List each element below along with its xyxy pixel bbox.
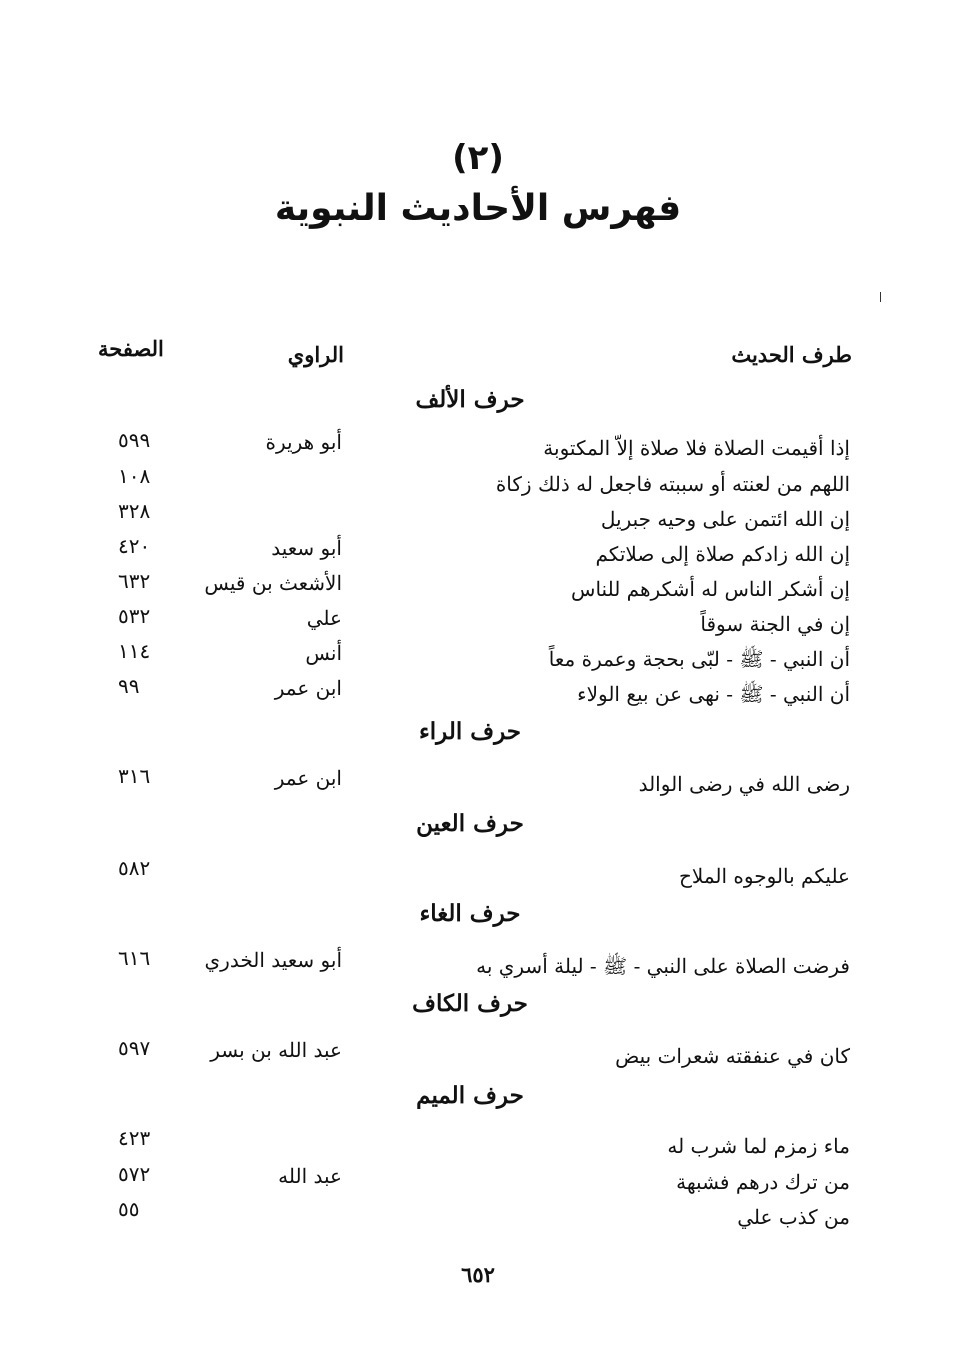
index-row: [0, 1197, 956, 1241]
page-ref: ٥٩٧: [118, 1036, 151, 1060]
narrator: أنس: [305, 641, 342, 665]
narrator: عبد الله: [278, 1164, 342, 1188]
narrator: عبد الله بن بسر: [210, 1038, 342, 1062]
index-row: [0, 1162, 956, 1206]
column-header-page: الصفحة: [98, 336, 164, 361]
page-ref: ٦٣٢: [118, 569, 151, 593]
index-number: (٢): [452, 138, 504, 178]
margin-mark: [880, 292, 881, 302]
page-ref: ٣٢٨: [118, 499, 151, 523]
page-ref: ٩٩: [118, 674, 140, 698]
narrator: أبو سعيد: [271, 536, 342, 560]
section-title: حرف الكاف: [412, 990, 528, 1017]
hadith-text: إن أشكر الناس له أشكرهم للناس: [571, 577, 850, 601]
page-ref: ٣١٦: [118, 764, 151, 788]
hadith-text: ماء زمزم لما شرب له: [667, 1134, 850, 1158]
section-title: حرف الغاء: [419, 900, 521, 927]
narrator: أبو سعيد الخدري: [204, 948, 342, 972]
page-ref: ٥٨٢: [118, 856, 151, 880]
index-row: [0, 1036, 956, 1080]
page-ref: ٥٧٢: [118, 1162, 151, 1186]
section-title: حرف العين: [416, 810, 524, 837]
page-ref: ٤٢٣: [118, 1126, 151, 1150]
page-ref: ٥٥: [118, 1197, 140, 1221]
page-ref: ٥٩٩: [118, 428, 151, 452]
section-title: حرف الميم: [416, 1082, 524, 1109]
narrator: ابن عمر: [274, 766, 342, 790]
hadith-text: كان في عنفقته شعرات بيض: [615, 1044, 850, 1068]
hadith-text: إذا أقيمت الصلاة فلا صلاة إلاّ المكتوبة: [543, 436, 850, 460]
column-header-hadith: طرف الحديث: [731, 342, 852, 367]
page-ref: ١٠٨: [118, 464, 151, 488]
section-title: حرف الألف: [415, 386, 525, 413]
section-title: حرف الراء: [418, 718, 522, 745]
hadith-text: أن النبي - ﷺ - نهى عن بيع الولاء: [577, 682, 850, 706]
hadith-text: اللهم من لعنته أو سببته فاجعل له ذلك زكاة: [495, 472, 850, 496]
index-row: [0, 764, 956, 808]
index-row: [0, 856, 956, 900]
narrator: علي: [306, 606, 342, 630]
narrator: ابن عمر: [274, 676, 342, 700]
page-ref: ٤٢٠: [118, 534, 151, 558]
hadith-text: إن الله ائتمن على وحيه جبريل: [600, 507, 850, 531]
hadith-text: إن في الجنة سوقاً: [700, 612, 850, 636]
narrator: أبو هريرة: [265, 430, 342, 454]
index-row: [0, 946, 956, 990]
index-row: [0, 674, 956, 718]
column-header-rawi: الراوي: [287, 342, 344, 367]
index-row: [0, 639, 956, 683]
hadith-text: عليكم بالوجوه الملاح: [679, 864, 850, 888]
narrator: الأشعث بن قيس: [204, 571, 342, 595]
page-number: ٦٥٢: [461, 1262, 495, 1287]
page-ref: ١١٤: [118, 639, 151, 663]
page-title: فهرس الأحاديث النبوية: [274, 188, 682, 229]
hadith-text: من كذب علي: [737, 1205, 850, 1229]
hadith-text: فرضت الصلاة على النبي - ﷺ - ليلة أسري به: [476, 954, 850, 978]
hadith-text: أن النبي - ﷺ - لبّى بحجة وعمرة معاً: [548, 647, 850, 671]
page-ref: ٥٣٢: [118, 604, 151, 628]
page-ref: ٦١٦: [118, 946, 151, 970]
hadith-text: من ترك درهم فشبهة: [676, 1170, 850, 1194]
hadith-text: رضى الله في رضى الوالد: [638, 772, 850, 796]
hadith-text: إن الله زادكم صلاة إلى صلاتكم: [595, 542, 850, 566]
